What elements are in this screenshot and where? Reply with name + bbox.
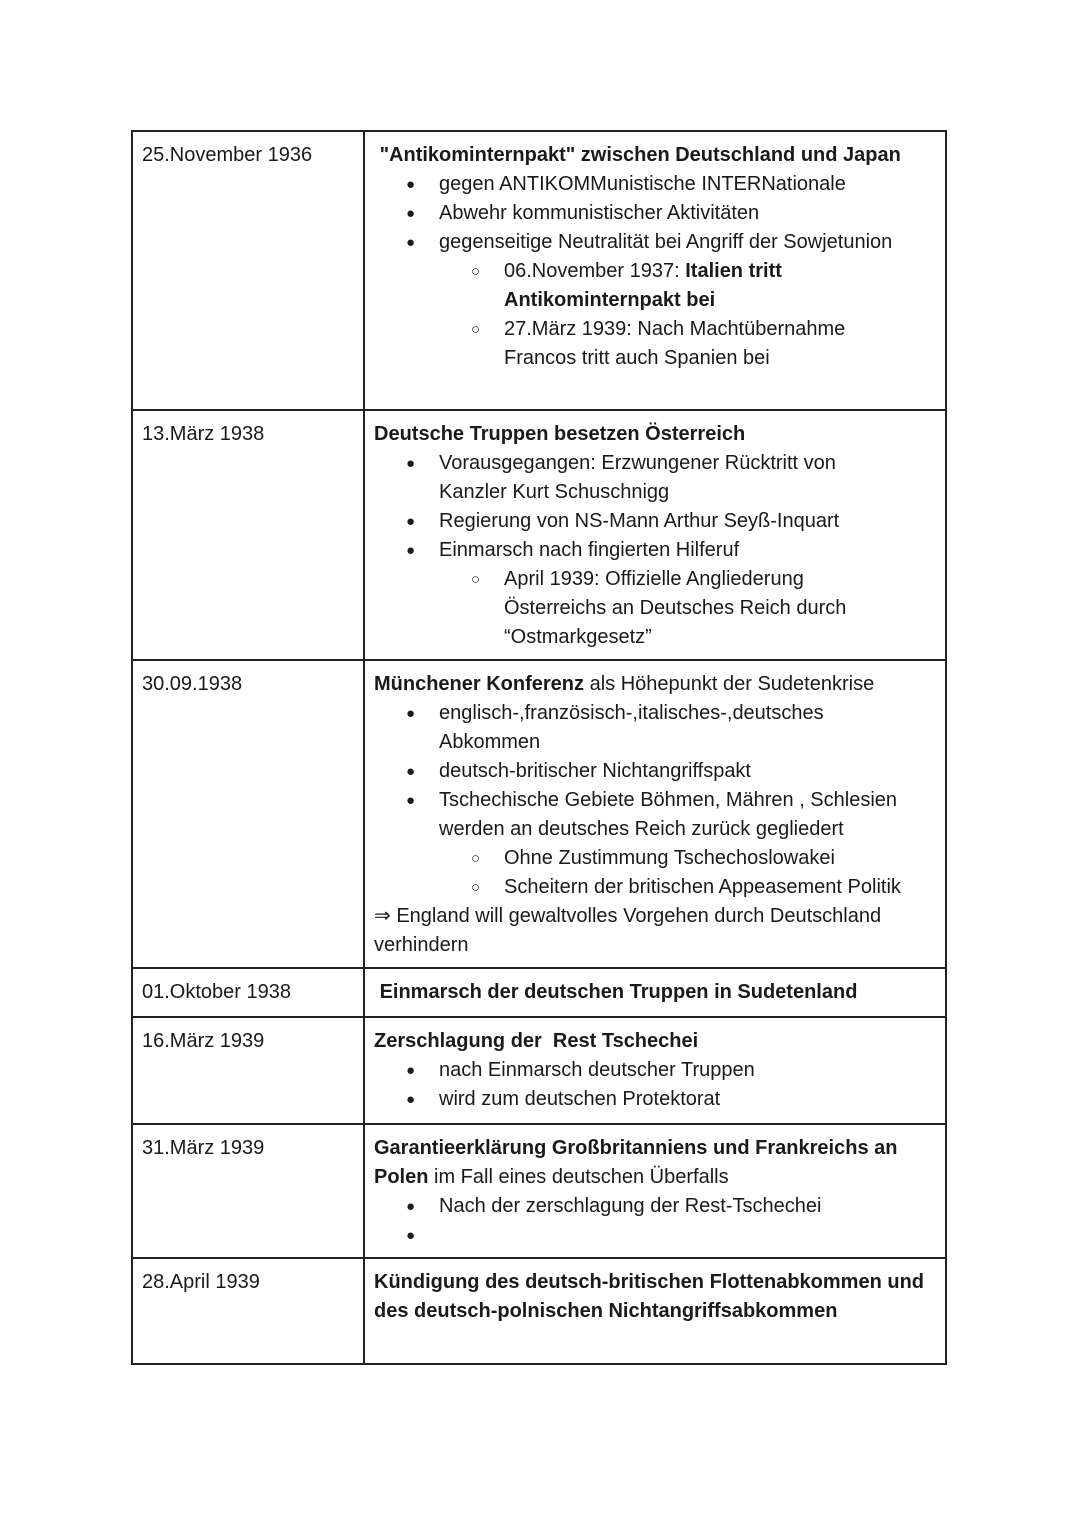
list-item: ● deutsch-britischer Nichtangriffspakt — [374, 757, 937, 786]
table-row — [132, 1258, 946, 1364]
bullet-list — [374, 449, 937, 652]
list-item: ● englisch-,französisch-,italisches-,deutsches Abkommen — [374, 699, 937, 757]
sub-list-item: ○ 27.März 1939: Nach Machtübernahme Francos tritt auch Spanien bei — [374, 315, 937, 373]
entry-title — [374, 1134, 937, 1192]
sub-item-bold: Antikominternpakt bei — [504, 289, 716, 311]
entry-title: Deutsche Truppen besetzen Österreich — [374, 423, 746, 445]
sub-list-item: ○ Scheitern der britischen Appeasement Politik — [374, 873, 937, 902]
table-row — [132, 968, 946, 1017]
conclusion: ⇒ England will gewaltvolles Vorgehen durch Deutschland verhindern — [374, 905, 882, 956]
list-item: ● Tschechische Gebiete Böhmen, Mähren , Schlesien werden an deutsches Reich zurück gegliedert — [374, 786, 937, 844]
entry-title: "Antikominternpakt" zwischen Deutschland und Japan — [374, 144, 901, 166]
date-cell: 30.09.1938 — [132, 660, 364, 968]
entry-title: Zerschlagung der Rest Tschechei — [374, 1030, 699, 1052]
list-item: ● Regierung von NS-Mann Arthur Seyß-Inquart — [374, 507, 937, 536]
date-cell: 25.November 1936 — [132, 131, 364, 410]
entry-title: Einmarsch der deutschen Truppen in Sudetenland — [364, 968, 946, 1017]
title-bold: Garantieerklärung Großbritanniens und Frankreichs an Polen — [374, 1137, 898, 1188]
bullet-list — [374, 170, 937, 373]
list-item: ● Nach der zerschlagung der Rest-Tschechei — [374, 1192, 937, 1221]
timeline-table — [131, 130, 947, 1365]
date-cell: 31.März 1939 — [132, 1124, 364, 1258]
sub-item-bold: Italien tritt — [685, 260, 782, 282]
table-row — [132, 131, 946, 410]
table-row — [132, 660, 946, 968]
bullet-list — [374, 1056, 937, 1114]
date-cell: 13.März 1938 — [132, 410, 364, 660]
content-cell — [364, 660, 946, 968]
list-item — [374, 1221, 937, 1250]
date-cell: 16.März 1939 — [132, 1017, 364, 1124]
content-cell — [364, 410, 946, 660]
content-cell — [364, 1124, 946, 1258]
list-item: ● Abwehr kommunistischer Aktivitäten — [374, 199, 937, 228]
list-item: ● Vorausgegangen: Erzwungener Rücktritt von Kanzler Kurt Schuschnigg — [374, 449, 937, 507]
table-row — [132, 410, 946, 660]
date-cell: 01.Oktober 1938 — [132, 968, 364, 1017]
content-cell — [364, 1017, 946, 1124]
sub-item-date: 06.November 1937: — [504, 260, 686, 282]
bullet-list — [374, 699, 937, 902]
list-item: ● Einmarsch nach fingierten Hilferuf — [374, 536, 937, 565]
list-item: ● gegenseitige Neutralität bei Angriff der Sowjetunion — [374, 228, 937, 257]
table-row — [132, 1017, 946, 1124]
table-row — [132, 1124, 946, 1258]
sub-list-item: ○ Ohne Zustimmung Tschechoslowakei — [374, 844, 937, 873]
date-cell: 28.April 1939 — [132, 1258, 364, 1364]
sub-list-item: ○ April 1939: Offizielle Angliederung Österreichs an Deutsches Reich durch “Ostmarkgesetz” — [374, 565, 937, 652]
title-rest: als Höhepunkt der Sudetenkrise — [584, 673, 875, 695]
list-item: ● gegen ANTIKOMMunistische INTERNationale — [374, 170, 937, 199]
entry-title — [374, 670, 937, 699]
content-cell — [364, 131, 946, 410]
title-bold: Münchener Konferenz — [374, 673, 585, 695]
sub-list-item — [374, 257, 937, 315]
entry-title: Kündigung des deutsch-britischen Flottenabkommen und des deutsch-polnischen Nichtangriffsabkommen — [364, 1258, 946, 1364]
title-rest: im Fall eines deutschen Überfalls — [428, 1166, 729, 1188]
bullet-list — [374, 1192, 937, 1250]
list-item: ● wird zum deutschen Protektorat — [374, 1085, 937, 1114]
list-item: ● nach Einmarsch deutscher Truppen — [374, 1056, 937, 1085]
